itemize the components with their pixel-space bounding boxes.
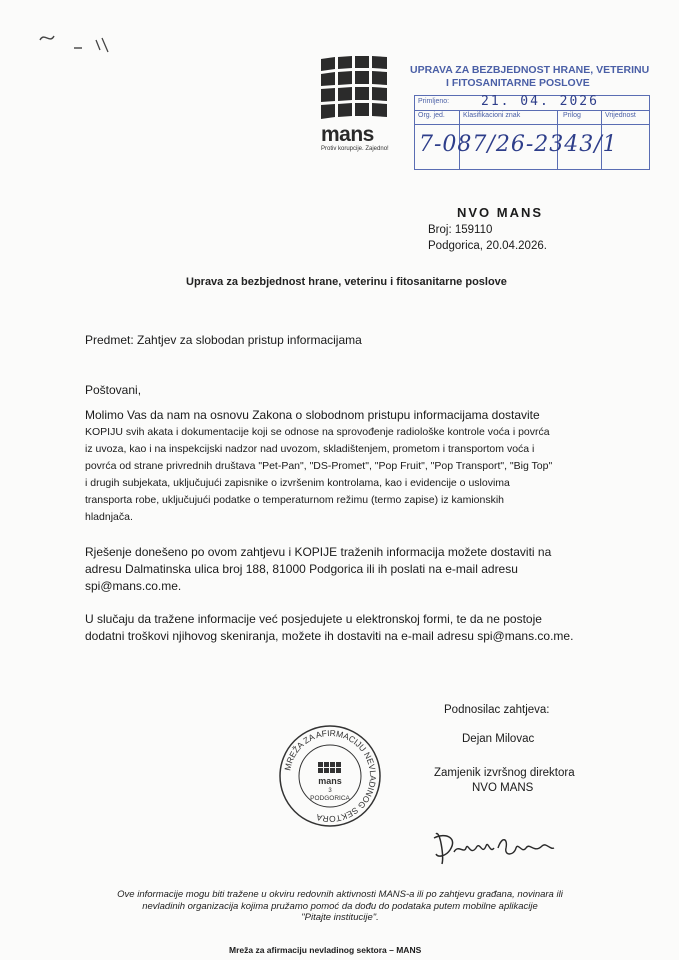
- body-line: iz uvoza, kao i na inspekcijski nadzor nad uvozom, skladištenjem, prometom i transportom voća i: [85, 443, 535, 455]
- stamp-reference-number: 7-087/26-2343/1: [419, 132, 618, 157]
- received-label: Primljeno:: [418, 98, 450, 105]
- body-line: hladnjača.: [85, 511, 133, 523]
- recipient: Uprava za bezbjednost hrane, veterinu i fitosanitarne poslove: [186, 276, 507, 288]
- sender-number: Broj: 159110: [428, 224, 493, 236]
- col-value: Vrijednost: [605, 112, 636, 119]
- mans-logo-icon: [319, 55, 391, 123]
- stamp-row-received: [415, 96, 649, 111]
- col-class: Klasifikacioni znak: [463, 112, 521, 119]
- handwritten-signature: [430, 826, 556, 870]
- col-org: Org. jed.: [418, 112, 445, 119]
- body-line: dodatni troškovi njihovog skeniranja, možete ih dostaviti na e-mail adresu spi@mans.co.me.: [85, 629, 574, 643]
- body-line: transporta robe, uključujući podatke o temperaturnom režimu (termo zapise) iz kamionskih: [85, 494, 505, 506]
- footer-note: [60, 889, 620, 924]
- seal-ring-text: MREŽA ZA AFIRMACIJU NEVLADINOG SEKTORA: [282, 727, 379, 825]
- receipt-stamp: [414, 95, 650, 170]
- body-line: povrća od strane privrednih društava "Pet-Pan", "DS-Promet", "Pop Fruit", "Pop Transport", "Big Top": [85, 460, 553, 472]
- signatory-title: Zamjenik izvršnog direktora: [434, 767, 575, 779]
- footer-network: Mreža za afirmaciju nevladinog sektora – MANS: [229, 945, 422, 955]
- handwritten-mark: [34, 18, 124, 58]
- body-line: Molimo Vas da nam na osnovu Zakona o slobodnom pristupu informacijama dostavite: [85, 408, 540, 422]
- subject-line: Predmet: Zahtjev za slobodan pristup informacijama: [85, 333, 362, 347]
- footer-line: Ove informacije mogu biti tražene u okviru redovnih aktivnosti MANS-a ili po zahtjevu građana, novinara ili: [117, 889, 563, 900]
- signatory-name: Dejan Milovac: [462, 733, 535, 745]
- signatory-org: NVO MANS: [472, 782, 534, 794]
- footer-line: "Pitajte institucije".: [301, 912, 379, 923]
- greeting: Poštovani,: [85, 383, 142, 397]
- stamp-title-line2: I FITOSANITARNE POSLOVE: [446, 77, 590, 89]
- col-attach: Prilog: [563, 112, 581, 119]
- body-line: spi@mans.co.me.: [85, 579, 182, 593]
- stamp-title-line1: UPRAVA ZA BEZBJEDNOST HRANE, VETERINU: [410, 64, 650, 76]
- seal-city: PODGORICA: [310, 795, 350, 802]
- body-line: adresu Dalmatinska ulica broj 188, 81000 Podgorica ili ih poslati na e-mail adresu: [85, 562, 518, 576]
- seal-center-text: mans: [318, 776, 342, 786]
- organization-seal: [278, 724, 382, 828]
- received-date: 21. 04. 2026: [481, 94, 599, 109]
- stamp-title: [410, 64, 670, 90]
- logo-tagline: Protiv korupcije. Zajedno!: [321, 146, 389, 152]
- body-line: KOPIJU svih akata i dokumentacije koji se odnose na sprovođenje radiološke kontrole voća i povrća: [85, 426, 550, 438]
- seal-number: 3: [328, 788, 332, 794]
- sender-name: NVO MANS: [457, 205, 544, 220]
- sender-place-date: Podgorica, 20.04.2026.: [428, 240, 547, 252]
- body-line: Rješenje donešeno po ovom zahtjevu i KOPIJE traženih informacija možete dostaviti na: [85, 545, 552, 559]
- body-line: U slučaju da tražene informacije već posjedujete u elektronskoj formi, te da ne postoje: [85, 612, 542, 626]
- applicant-label: Podnosilac zahtjeva:: [444, 704, 550, 716]
- body-line: i drugih subjekata, uključujući zapisnike o izvršenim kontrolama, kao i evidencije o uslovima: [85, 477, 510, 489]
- footer-line: nevladinih organizacija kojima pružamo pomoć da dođu do podataka putem mobilne aplikacije: [142, 900, 538, 912]
- logo-wordmark: mans: [321, 123, 374, 146]
- stamp-row-headers: [415, 110, 649, 125]
